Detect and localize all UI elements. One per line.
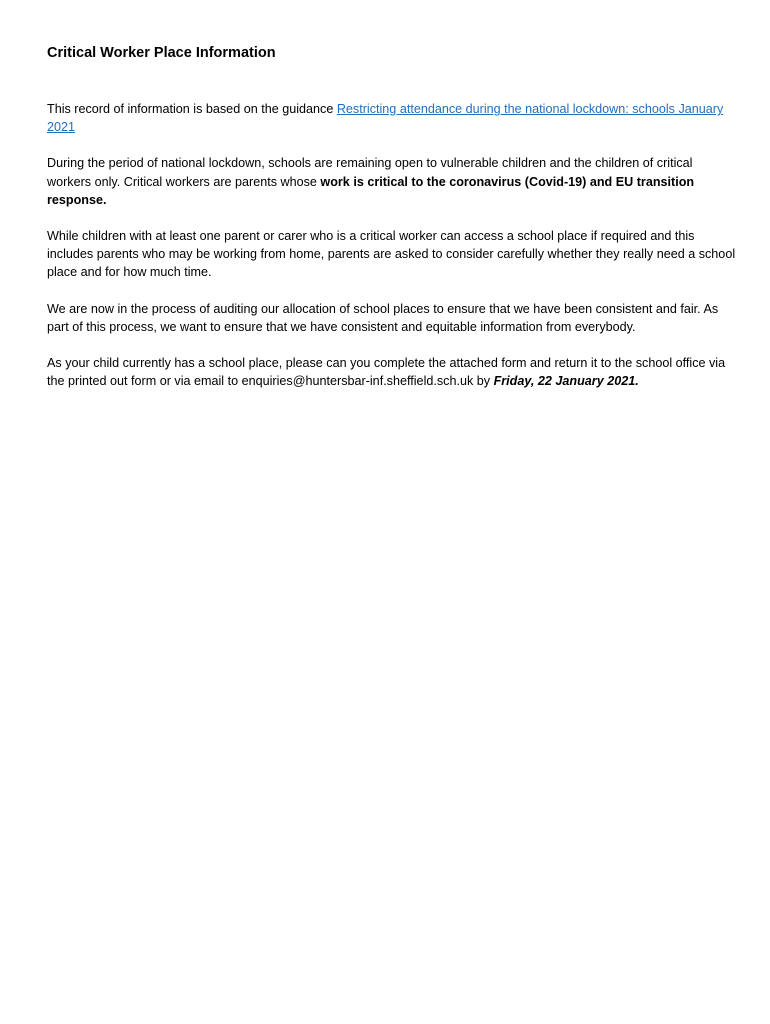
critical-work-emphasis: work is critical to the coronavirus (Covid-19) and EU transition response. — [47, 174, 695, 207]
request-paragraph — [47, 354, 737, 390]
school-place-paragraph: While children with at least one parent or carer who is a critical worker can access a school place if required and this includes parents who may be working from home, parents are asked to consider carefully whether they really need a school place and for how much time. — [47, 229, 736, 280]
deadline-date: Friday, 22 January 2021. — [493, 374, 639, 389]
intro-paragraph — [47, 100, 737, 136]
document-title: Critical Worker Place Information — [47, 45, 276, 61]
audit-paragraph: We are now in the process of auditing our allocation of school places to ensure that we have been consistent and fair. As part of this process, we want to ensure that we have consistent and equitable information from everybody. — [47, 301, 719, 334]
lockdown-text: During the period of national lockdown, schools are remaining open to vulnerable children and the children of critical workers only. Critical workers are parents whose — [47, 156, 693, 189]
document-page — [47, 40, 737, 390]
intro-text: This record of information is based on the guidance — [47, 102, 337, 116]
guidance-link[interactable]: Restricting attendance during the national lockdown: schools January 2021 — [47, 102, 724, 135]
request-text: As your child currently has a school place, please can you complete the attached form and return it to the school office via the printed out form or via email to enquiries@huntersbar-inf.sheffield.sch.uk by — [47, 356, 726, 389]
lockdown-paragraph — [47, 154, 737, 209]
